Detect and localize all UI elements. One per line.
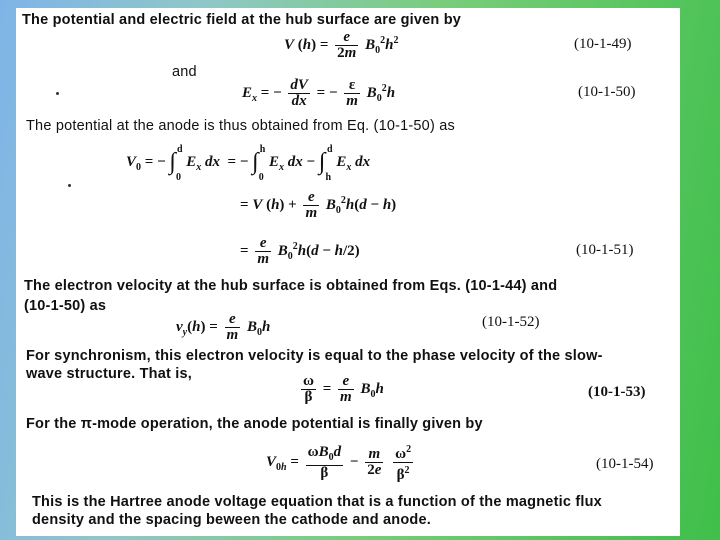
text-line-4: (10-1-50) as <box>24 298 107 314</box>
equation-10-1-49: V (h) = $\frac{e}{2m}$ $B_0^2h^2$ <box>284 29 399 61</box>
equation-10-1-53: $\frac{\omega}{\beta}$ = $\frac{e}{m}$ $B_0h$ <box>303 373 384 405</box>
equation-10-1-50: $E_x$ = − $\frac{dV}{dx}$ = − $\frac{\varepsilon}{m}$ $B_0^2h$ <box>242 77 396 109</box>
stray-mark <box>68 184 71 187</box>
text-line-9: density and the spacing beween the cathode and anode. <box>32 512 431 528</box>
text-line-3: The electron velocity at the hub surface is obtained from Eqs. (10-1-44) and <box>24 278 558 294</box>
equation-number-10-1-49: (10-1-49) <box>574 36 632 52</box>
text-line-8: This is the Hartree anode voltage equation that is a function of the magnetic flux <box>32 494 602 510</box>
text-line-6: wave structure. That is, <box>26 366 192 382</box>
equation-number-10-1-52: (10-1-52) <box>482 314 540 330</box>
equation-anode-integral: $V_0$ = − $\int_0^d$ $E_x$ dx = − $\int_0^h$ $E_x$ dx − $\int_h^d$ $E_x$ dx <box>126 144 371 183</box>
equation-number-10-1-50: (10-1-50) <box>578 84 636 100</box>
equation-anode-step-2: = V (h) + $\frac{e}{m}$ $B_0^2h(d - h)$ <box>240 189 397 221</box>
equation-number-10-1-51: (10-1-51) <box>576 242 634 258</box>
equation-10-1-51: = $\frac{e}{m}$ $B_0^2h(d - h/2)$ <box>240 235 360 267</box>
text-line-7: For the π-mode operation, the anode potential is finally given by <box>26 416 483 432</box>
text-line-5: For synchronism, this electron velocity is equal to the phase velocity of the slow- <box>26 348 603 364</box>
equation-10-1-52: $\nu_y(h)$ = $\frac{e}{m}$ $B_0h$ <box>176 311 271 343</box>
equation-10-1-54: $V_{0h}$ = $\frac{\omega B_0d}{\beta}$ − $\frac{m}{2e}$ $\frac{\omega^2}{\beta^2}$ <box>266 443 412 483</box>
text-line-1: The potential and electric field at the hub surface are given by <box>22 12 462 28</box>
text-and: and <box>172 64 197 80</box>
stray-mark <box>56 92 59 95</box>
text-line-2: The potential at the anode is thus obtained from Eq. (10-1-50) as <box>26 118 455 134</box>
equation-number-10-1-54: (10-1-54) <box>596 456 654 472</box>
equation-number-10-1-53: (10-1-53) <box>588 384 646 400</box>
document-page <box>16 8 680 536</box>
